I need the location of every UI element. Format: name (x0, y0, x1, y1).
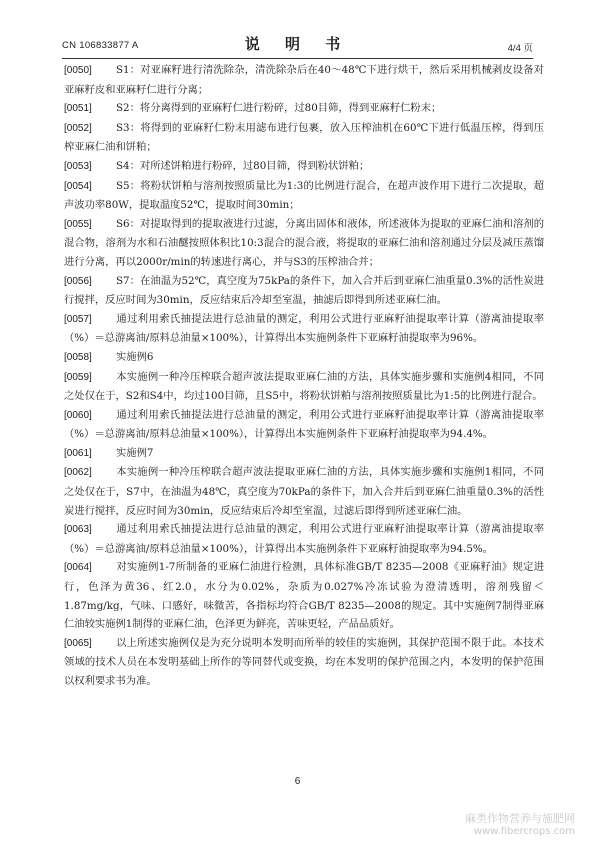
paragraph (64, 368, 544, 406)
paragraph (64, 520, 544, 558)
page-fraction: 4/4 页 (507, 43, 533, 54)
paragraph-text: 以上所述实施例仅是为充分说明本发明而所举的较佳的实施例，其保护范围不限于此。本技术领域的技术人员在本发明基础上所作的等同替代或变换，均在本发明的保护范围之内，本发明的保护范围以权利要求书为准。 (64, 636, 544, 687)
paragraph-number: [0051] (64, 103, 92, 115)
paragraph (64, 177, 544, 215)
paragraph-number: [0058] (64, 351, 92, 363)
paragraph-number: [0055] (64, 218, 92, 230)
paragraph-number: [0057] (64, 313, 92, 325)
paragraph-number: [0064] (64, 562, 92, 574)
paragraph-text: 本实施例一种冷压榨联合超声波法提取亚麻仁油的方法，具体实施步骤和实施例1相同，不同之处仅在于，S7中，在油温为48℃，真空度为70kPa的条件下，加入合并后到亚麻仁油重量0.3%的活性炭进行搅拌，反应时间为30min，反应结束后冷却至室温，过滤后即得到所述亚麻仁油。 (64, 466, 544, 517)
publication-number: CN 106833877 A (62, 40, 139, 51)
document-body (64, 61, 544, 691)
paragraph-text: 本实施例一种冷压榨联合超声波法提取亚麻仁油的方法，具体实施步骤和实施例4相同，不同之处仅在于，S2和S4中，均过100目筛，且S5中，将粉状饼粕与溶剂按照质量比为1:5的比例进行混合。 (64, 370, 544, 403)
paragraph-text: 对实施例1-7所制备的亚麻仁油进行检测，具体标准GB/T 8235—2008《亚麻籽油》规定进行，色泽为黄36、红2.0，水分为0.02%，杂质为0.027%冷冻试验为澄清透明，溶剂残留＜1.87mg/kg，气味、口感好，味微苦，各指标均符合GB/T 8235—2008的规定。其中实施例7制得亚麻仁油较实施例1制得的亚麻仁油，色泽更为鲜亮，苦味更轻，产品品质好。 (64, 561, 544, 631)
paragraph-number: [0063] (64, 524, 92, 536)
paragraph-number: [0060] (64, 409, 92, 421)
watermark-name: 麻类作物营养与施肥网 (465, 812, 575, 825)
paragraph-number: [0050] (64, 65, 92, 76)
paragraph (64, 61, 544, 99)
page-number: 6 (294, 776, 301, 787)
paragraph-number: [0054] (64, 180, 92, 192)
paragraph-number: [0056] (64, 275, 92, 287)
paragraph-text: S7：在油温为52℃，真空度为75kPa的条件下，加入合并后到亚麻仁油重量0.3%的活性炭进行搅拌，反应时间为30min，反应结束后冷却至室温，抽滤后即得到所述亚麻仁油。 (64, 274, 544, 307)
paragraph (64, 310, 544, 348)
paragraph-number: [0052] (64, 122, 92, 134)
paragraph (64, 99, 544, 119)
paragraph (64, 558, 544, 633)
paragraph (64, 157, 544, 177)
paragraph-number: [0065] (64, 637, 92, 649)
paragraph-text: 通过利用索氏抽提法进行总油量的测定，利用公式进行亚麻籽油提取率计算（游离油提取率（%）＝总游离油/原料总油量×100%），计算得出本实施例条件下亚麻籽油提取率为96%。 (64, 312, 544, 345)
header-divider (62, 58, 533, 59)
paragraph-text: S3：将得到的亚麻籽仁粉末用滤布进行包裹，放入压榨油机在60℃下进行低温压榨，得到压榨亚麻仁油和饼粕； (64, 121, 544, 154)
paragraph-text: S1：对亚麻籽进行清洗除杂，清洗除杂后在40～48℃下进行烘干，然后采用机械剥皮设备对亚麻籽皮和亚麻籽仁进行分离； (64, 64, 544, 96)
paragraph (64, 634, 544, 691)
paragraph (64, 406, 544, 444)
paragraph (64, 272, 544, 310)
page-header (62, 30, 533, 58)
paragraph (64, 119, 544, 157)
paragraph-number: [0053] (64, 160, 92, 172)
paragraph-text: S4：对所述饼粕进行粉碎，过80目筛，得到粉状饼粕； (116, 159, 370, 172)
paragraph (64, 444, 544, 464)
document-title: 说 明 书 (244, 35, 351, 53)
paragraph-text: 通过利用索氏抽提法进行总油量的测定，利用公式进行亚麻籽油提取率计算（游离油提取率（%）＝总游离油/原料总油量×100%），计算得出本实施例条件下亚麻籽油提取率为94.4%。 (64, 408, 544, 441)
paragraph-number: [0059] (64, 371, 92, 383)
paragraph-text: S2：将分离得到的亚麻籽仁进行粉碎，过80目筛，得到亚麻籽仁粉末； (116, 102, 442, 115)
paragraph-text: 通过利用索氏抽提法进行总油量的测定，利用公式进行亚麻籽油提取率计算（游离油提取率（%）＝总游离油/原料总油量×100%），计算得出本实施例条件下亚麻籽油提取率为94.5%。 (64, 523, 544, 555)
paragraph-text: 实施例6 (116, 350, 154, 363)
paragraph (64, 215, 544, 272)
paragraph-number: [0062] (64, 467, 92, 479)
paragraph-text: 实施例7 (116, 446, 154, 459)
paragraph-number: [0061] (64, 447, 92, 459)
paragraph (64, 463, 544, 520)
watermark-url: www.fibercrops.com (473, 826, 575, 837)
paragraph (64, 348, 544, 368)
watermark (465, 812, 575, 838)
paragraph-text: S6：对提取得到的提取液进行过滤，分离出固体和液体，所述液体为提取的亚麻仁油和溶剂的混合物，溶剂为水和石油醚按照体积比10:3混合的混合液，将提取的亚麻仁油和溶剂通过分层及减压蒸馏进行分离，再以2000r/min的转速进行离心，并与S3的压榨油合并； (64, 217, 544, 268)
paragraph-text: S5：将粉状饼粕与溶剂按照质量比为1:3的比例进行混合，在超声波作用下进行二次提取，超声波功率80W，提取温度52℃，提取时间30min； (64, 179, 544, 212)
